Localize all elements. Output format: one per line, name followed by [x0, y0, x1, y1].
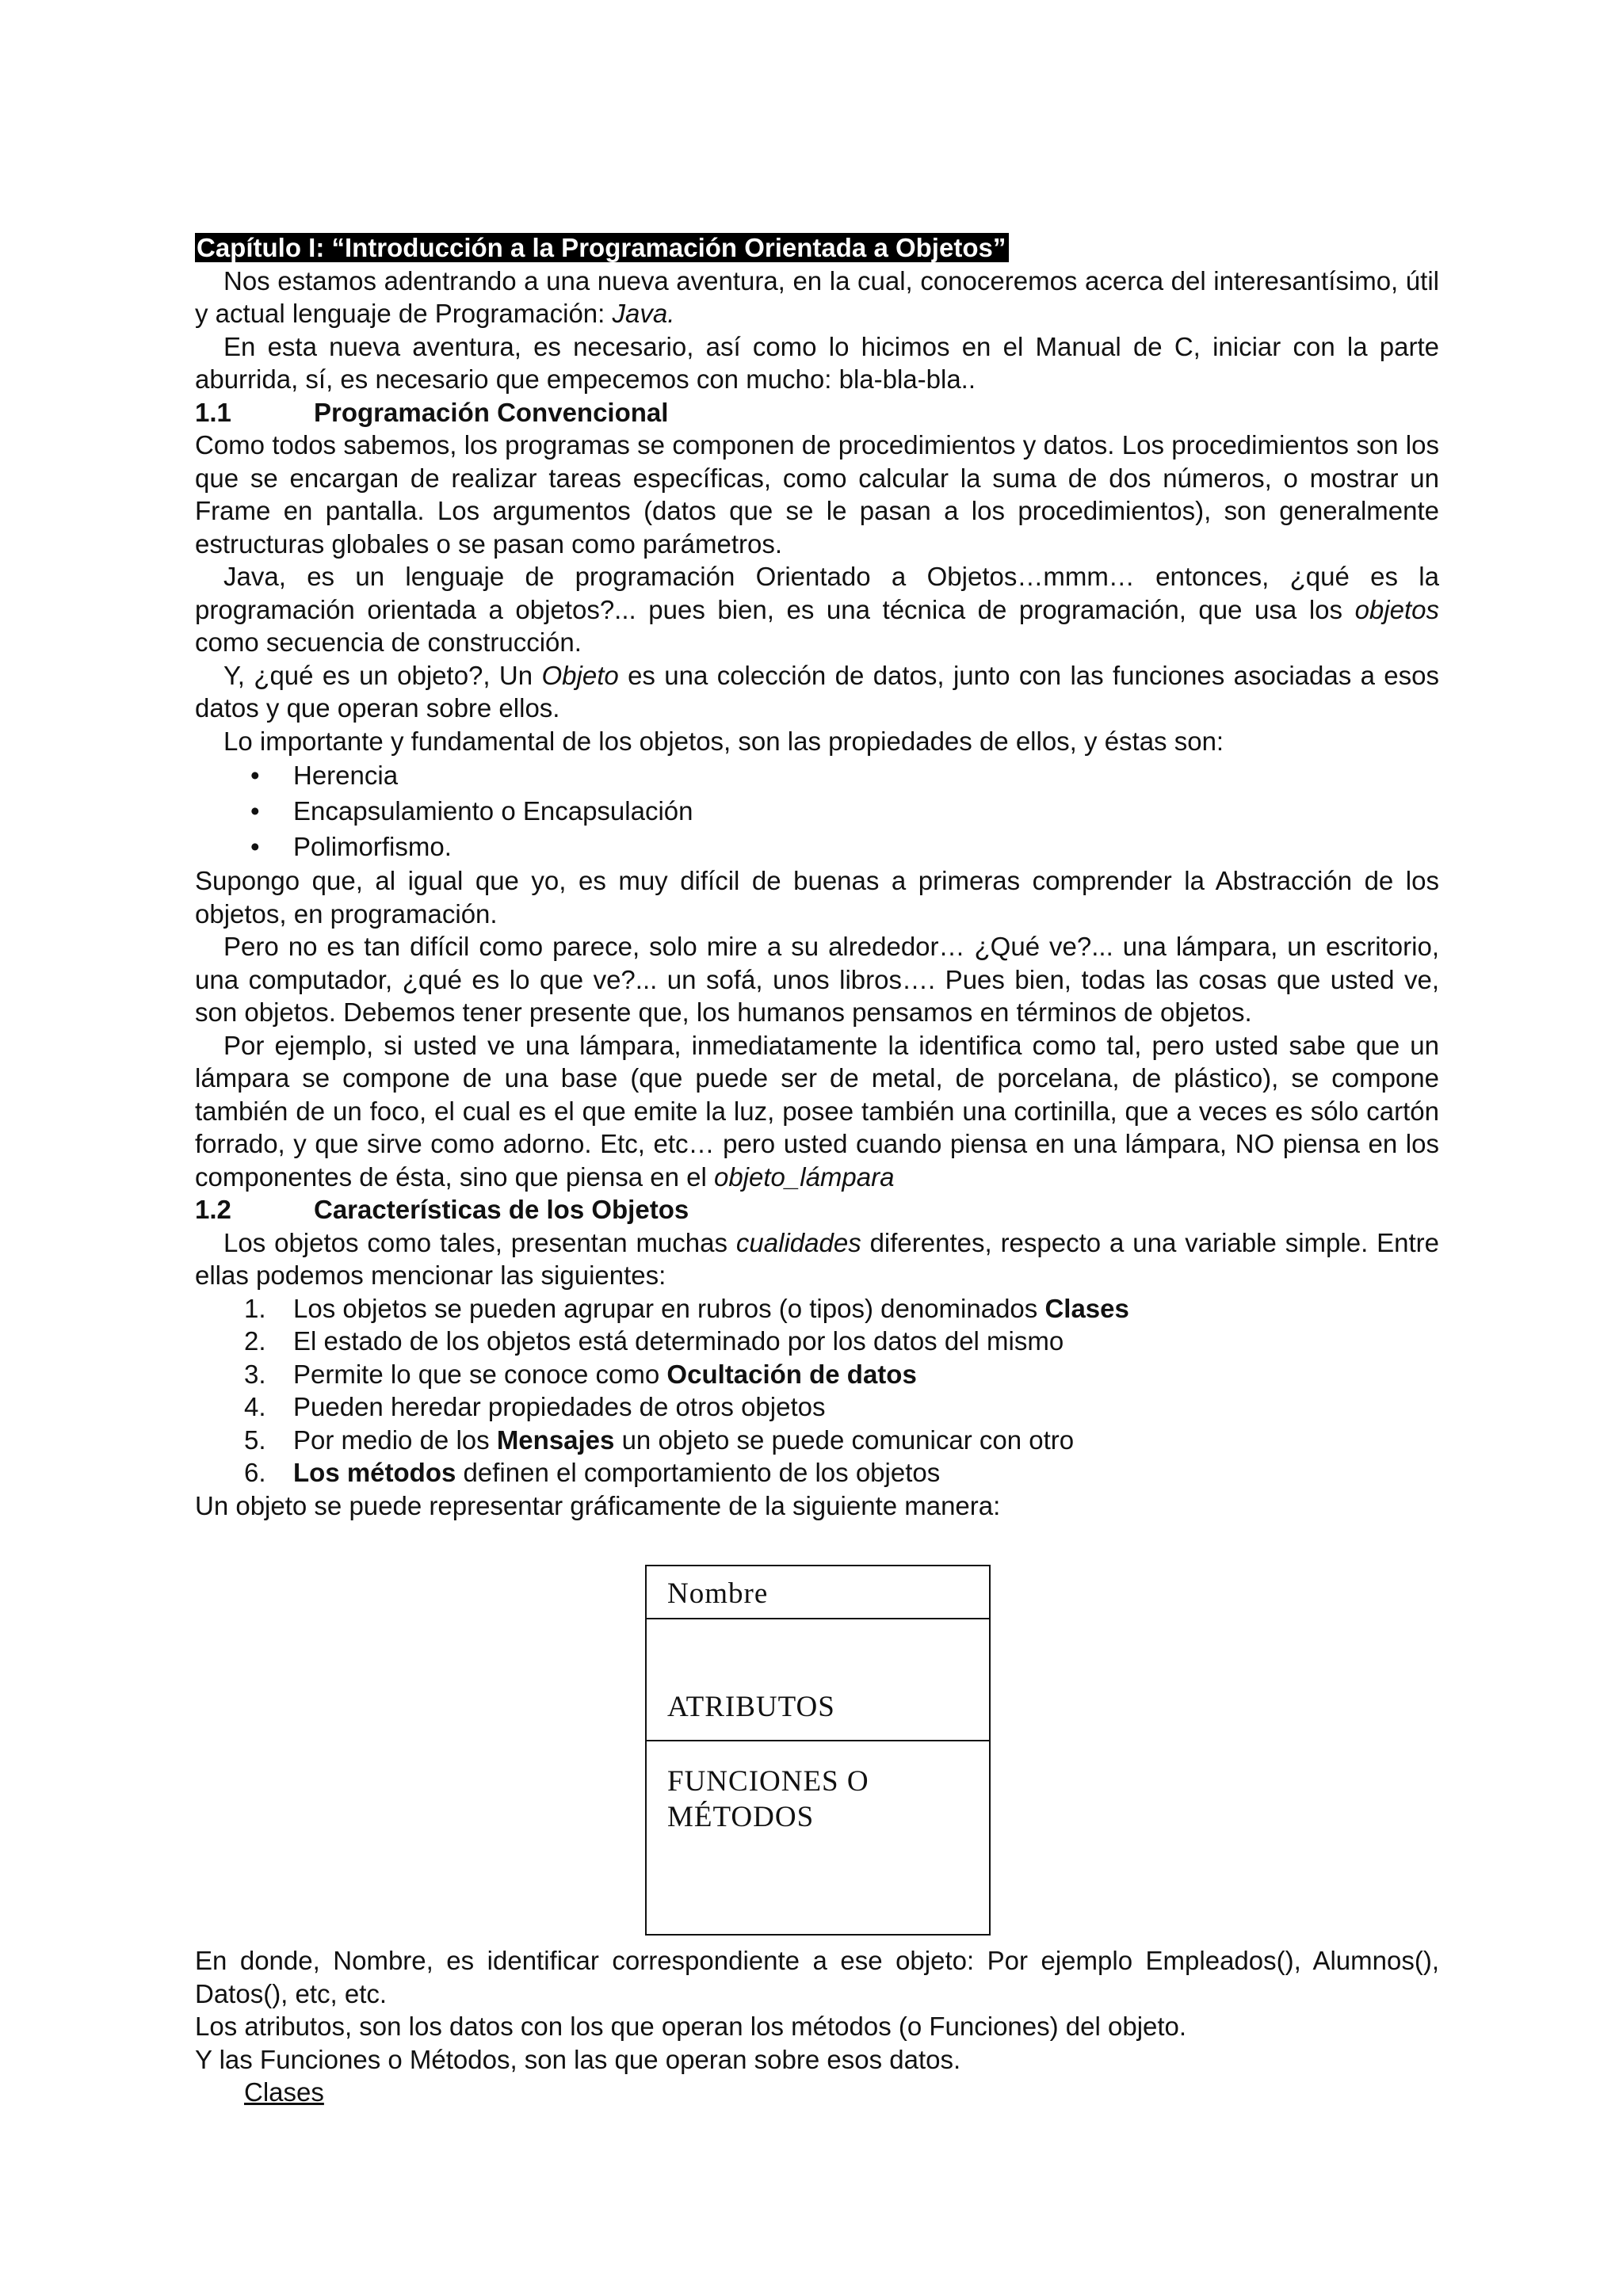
bullet-icon: •	[250, 832, 260, 861]
diagram-methods-row: FUNCIONES O MÉTODOS	[667, 1765, 869, 1833]
list-item: 1. Los objetos se pueden agrupar en rubros (o tipos) denominados Clases	[244, 1293, 1129, 1323]
list-item: 6. Los métodos definen el comportamiento de los objetos	[244, 1458, 941, 1487]
section-heading-1-2: 1.2 Características de los Objetos	[195, 1195, 689, 1224]
features-list	[195, 1292, 1439, 1489]
explanation-paragraph-3: Y las Funciones o Métodos, son las que operan sobre esos datos.	[195, 2044, 961, 2074]
list-item: 2. El estado de los objetos está determinado por los datos del mismo	[244, 1326, 1064, 1356]
list-item: 3. Permite lo que se conoce como Ocultación de datos	[244, 1359, 917, 1389]
explanation-paragraph-2: Los atributos, son los datos con los que operan los métodos (o Funciones) del objeto.	[195, 2012, 1187, 2041]
list-item: • Herencia	[195, 757, 1439, 793]
list-item: 5. Por medio de los Mensajes un objeto se puede comunicar con otro	[244, 1425, 1075, 1455]
explanation-paragraph-1: En donde, Nombre, es identificar correspondiente a ese objeto: Por ejemplo Empleados(), Alumnos(), Datos(), etc, etc.	[195, 1946, 1439, 2008]
list-item: • Polimorfismo.	[195, 829, 1439, 864]
bullet-icon: •	[250, 761, 260, 790]
section2-paragraph-2: Un objeto se puede representar gráficamente de la siguiente manera:	[195, 1490, 1001, 1520]
subheading-clases: Clases	[244, 2077, 324, 2107]
object-diagram	[645, 1565, 991, 1936]
section1-paragraph-7: Por ejemplo, si usted ve una lámpara, inmediatamente la identifica como tal, pero usted sabe que un lámpara se compone de una base (que puede ser de metal, de porcelana, de plástico), se compone también de un foco, el cual es el que emite la luz, posee también una cortinilla, que a veces es sólo cartón forrado, y que sirve como adorno. Etc, etc… pero usted cuando piensa en una lámpara, NO piensa en los componentes de ésta, sino que piensa en el objeto_lámpara	[195, 1030, 1439, 1192]
intro-paragraph-2: En esta nueva aventura, es necesario, así como lo hicimos en el Manual de C, iniciar con la parte aburrida, sí, es necesario que empecemos con mucho: bla-bla-bla..	[195, 331, 1439, 394]
section1-paragraph-6: Pero no es tan difícil como parece, solo mire a su alrededor… ¿Qué ve?... una lámpara, un escritorio, una computador, ¿qué es lo que ve?... un sofá, unos libros…. Pues bien, todas las cosas que usted ve, son objetos. Debemos tener presente que, los humanos pensamos en términos de objetos.	[195, 932, 1439, 1027]
list-item: • Encapsulamiento o Encapsulación	[195, 793, 1439, 829]
properties-list	[195, 757, 1439, 864]
section1-paragraph-3: Y, ¿qué es un objeto?, Un Objeto es una colección de datos, junto con las funciones asociadas a esos datos y que operan sobre ellos.	[195, 660, 1439, 723]
diagram-attributes-row: ATRIBUTOS	[647, 1618, 989, 1741]
section-heading-1-1: 1.1 Programación Convencional	[195, 397, 669, 427]
after-diagram-text	[195, 1944, 1439, 2109]
bullet-icon: •	[250, 796, 260, 826]
section1-paragraph-2: Java, es un lenguaje de programación Orientado a Objetos…mmm… entonces, ¿qué es la programación orientada a objetos?... pues bien, es una técnica de programación, que usa los objetos como secuencia de construcción.	[195, 562, 1439, 657]
intro-paragraph-1: Nos estamos adentrando a una nueva aventura, en la cual, conoceremos acerca del interesantísimo, útil y actual lenguaje de Programación: Java.	[195, 265, 1439, 328]
diagram-name-row: Nombre	[647, 1566, 989, 1619]
section1-paragraph-1: Como todos sabemos, los programas se componen de procedimientos y datos. Los procedimientos son los que se encargan de realizar tareas específicas, como calcular la suma de dos números, o mostrar un Frame en pantalla. Los argumentos (datos que se le pasan a los procedimientos), son generalmente estructuras globales o se pasan como parámetros.	[195, 430, 1439, 559]
list-item: 4. Pueden heredar propiedades de otros objetos	[244, 1392, 826, 1421]
document-page	[195, 231, 1439, 1522]
section1-paragraph-4: Lo importante y fundamental de los objetos, son las propiedades de ellos, y éstas son:	[223, 726, 1224, 756]
section1-paragraph-5: Supongo que, al igual que yo, es muy difícil de buenas a primeras comprender la Abstracción de los objetos, en programación.	[195, 866, 1439, 929]
section2-paragraph-1: Los objetos como tales, presentan muchas cualidades diferentes, respecto a una variable simple. Entre ellas podemos mencionar las siguientes:	[195, 1227, 1440, 1290]
chapter-title: Capítulo I: “Introducción a la Programación Orientada a Objetos”	[195, 231, 1439, 265]
